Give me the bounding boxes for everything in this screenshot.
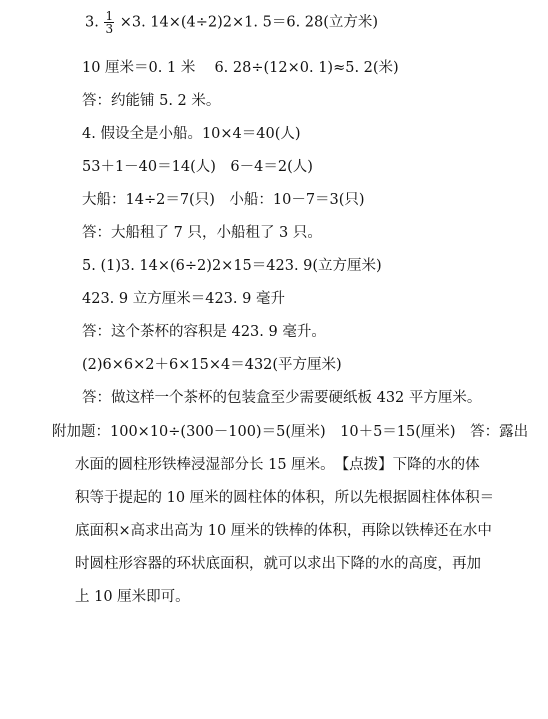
answer-3-conversion-line: 10 厘米＝0. 1 米 6. 28÷(12×0. 1)≈5. 2(米) (82, 60, 399, 76)
bonus-line-4: 底面积×高求出高为 10 厘米的铁棒的体积，再除以铁棒还在水中 (75, 523, 492, 539)
bonus-line-1: 附加题：100×10÷(300－100)＝5(厘米) 10＋5＝15(厘米) 答：露出 (52, 424, 529, 440)
answer-4-calc-line: 53＋1－40＝14(人) 6－4＝2(人) (82, 159, 313, 175)
bonus-line-3: 积等于提起的 10 厘米的圆柱体的体积，所以先根据圆柱体体积＝ (75, 490, 495, 506)
fraction-one-third (104, 10, 114, 35)
answer-4-conclusion: 答：大船租了 7 只，小船租了 3 只。 (82, 225, 322, 241)
answer-4-boats-line: 大船：14÷2＝7(只) 小船：10－7＝3(只) (82, 192, 365, 208)
fraction-denominator: 3 (105, 22, 114, 36)
bonus-line-6: 上 10 厘米即可。 (75, 589, 190, 605)
answer-3-conclusion: 答：约能铺 5. 2 米。 (82, 93, 221, 109)
answer-5-conversion: 423. 9 立方厘米＝423. 9 毫升 (82, 291, 285, 307)
answer-5-part1-calc: 5. (1)3. 14×(6÷2)2×15＝423. 9(立方厘米) (82, 258, 382, 274)
answer-4-assumption: 4. 假设全是小船。10×4＝40(人) (82, 126, 301, 142)
bonus-line-5: 时圆柱形容器的环状底面积，就可以求出下降的水的高度，再加 (75, 556, 481, 572)
answer-5-part2-calc: (2)6×6×2＋6×15×4＝432(平方厘米) (82, 357, 342, 373)
answer-3-prefix: 3. (85, 14, 99, 31)
answer-3-expression: ×3. 14×(4÷2)2×1. 5＝6. 28(立方米) (119, 14, 379, 31)
answer-5-part2-conclusion: 答：做这样一个茶杯的包装盒至少需要硬纸板 432 平方厘米。 (82, 390, 482, 406)
bonus-line-2: 水面的圆柱形铁棒浸湿部分长 15 厘米。 【点拨】下降的水的体 (75, 457, 480, 473)
fraction-numerator: 1 (105, 9, 114, 23)
answer-5-part1-conclusion: 答：这个茶杯的容积是 423. 9 毫升。 (82, 324, 326, 340)
answer-line-3-calc (85, 10, 378, 35)
